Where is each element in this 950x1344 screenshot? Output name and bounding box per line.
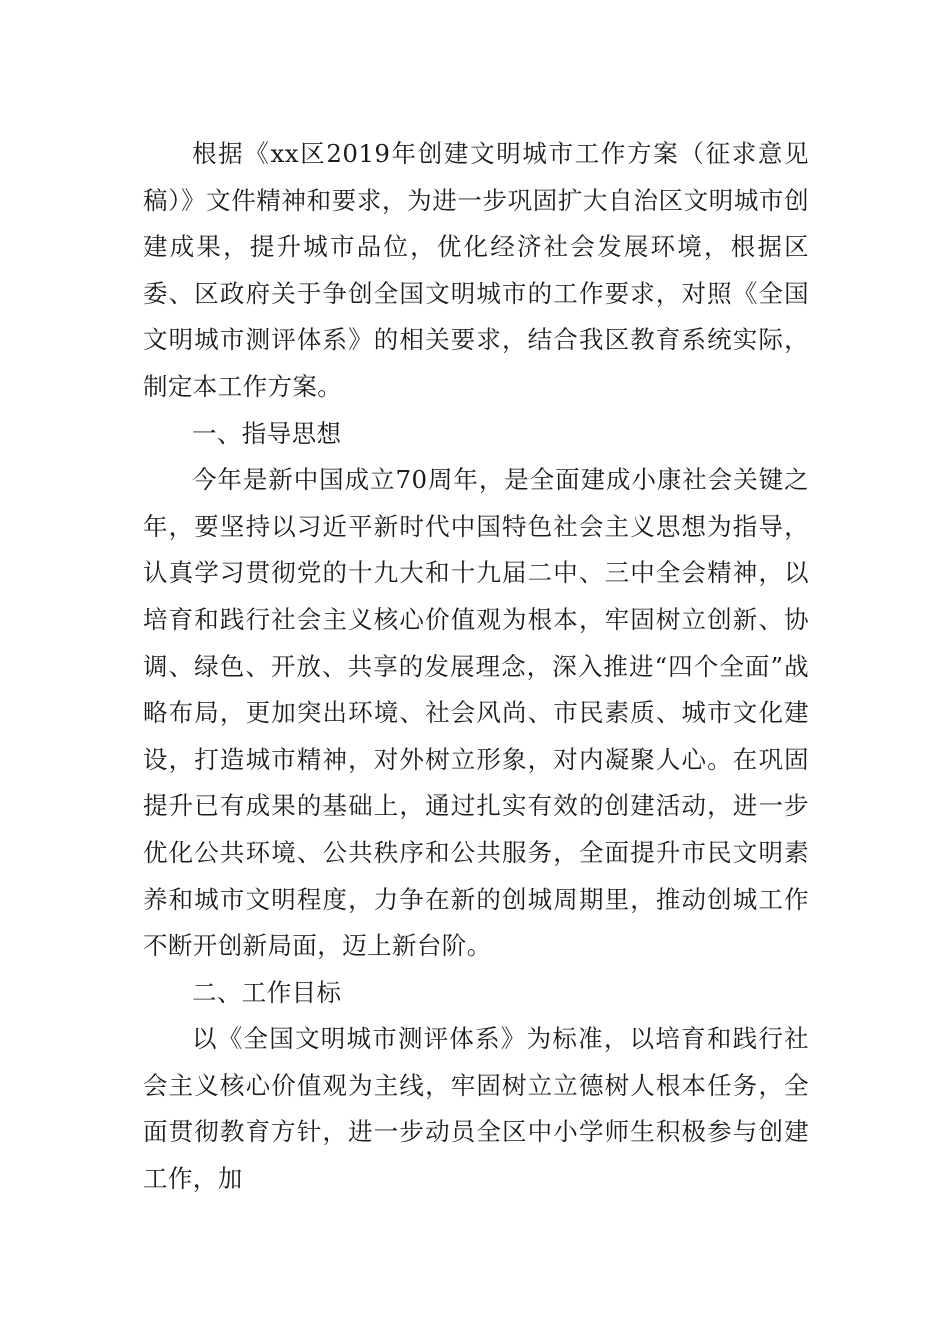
section-heading-guiding-ideology: 一、指导思想 (192, 418, 342, 448)
guiding-ideology-paragraph: 今年是新中国成立70周年，是全面建成小康社会关键之年，要坚持以习近平新时代中国特色社会主义思想为指导，认真学习贯彻党的十九大和十九届二中、三中全会精神，以培育和践行社会主义核心价值观为根本，牢固树立创新、协调、绿色、开放、共享的发展理念，深入推进“四个全面”战略布局，更加突出环境、社会风尚、市民素质、城市文化建设，打造城市精神，对外树立形象，对内凝聚人心。在巩固提升已有成果的基础上，通过扎实有效的创建活动，进一步优化公共环境、公共秩序和公共服务，全面提升市民文明素养和城市文明程度，力争在新的创城周期里，推动创城工作不断开创新局面，迈上新台阶。 (143, 465, 809, 961)
intro-paragraph: 根据《xx区2019年创建文明城市工作方案（征求意见稿）》文件精神和要求，为进一步巩固扩大自治区文明城市创建成果，提升城市品位，优化经济社会发展环境，根据区委、区政府关于争创全国文明城市的工作要求，对照《全国文明城市测评体系》的相关要求，结合我区教育系统实际，制定本工作方案。 (143, 139, 809, 401)
section-heading-work-goals: 二、工作目标 (192, 977, 342, 1007)
work-goals-paragraph: 以《全国文明城市测评体系》为标准，以培育和践行社会主义核心价值观为主线，牢固树立立德树人根本任务，全面贯彻教育方针，进一步动员全区中小学师生积极参与创建工作，加 (143, 1024, 809, 1194)
document-body (143, 131, 809, 1203)
